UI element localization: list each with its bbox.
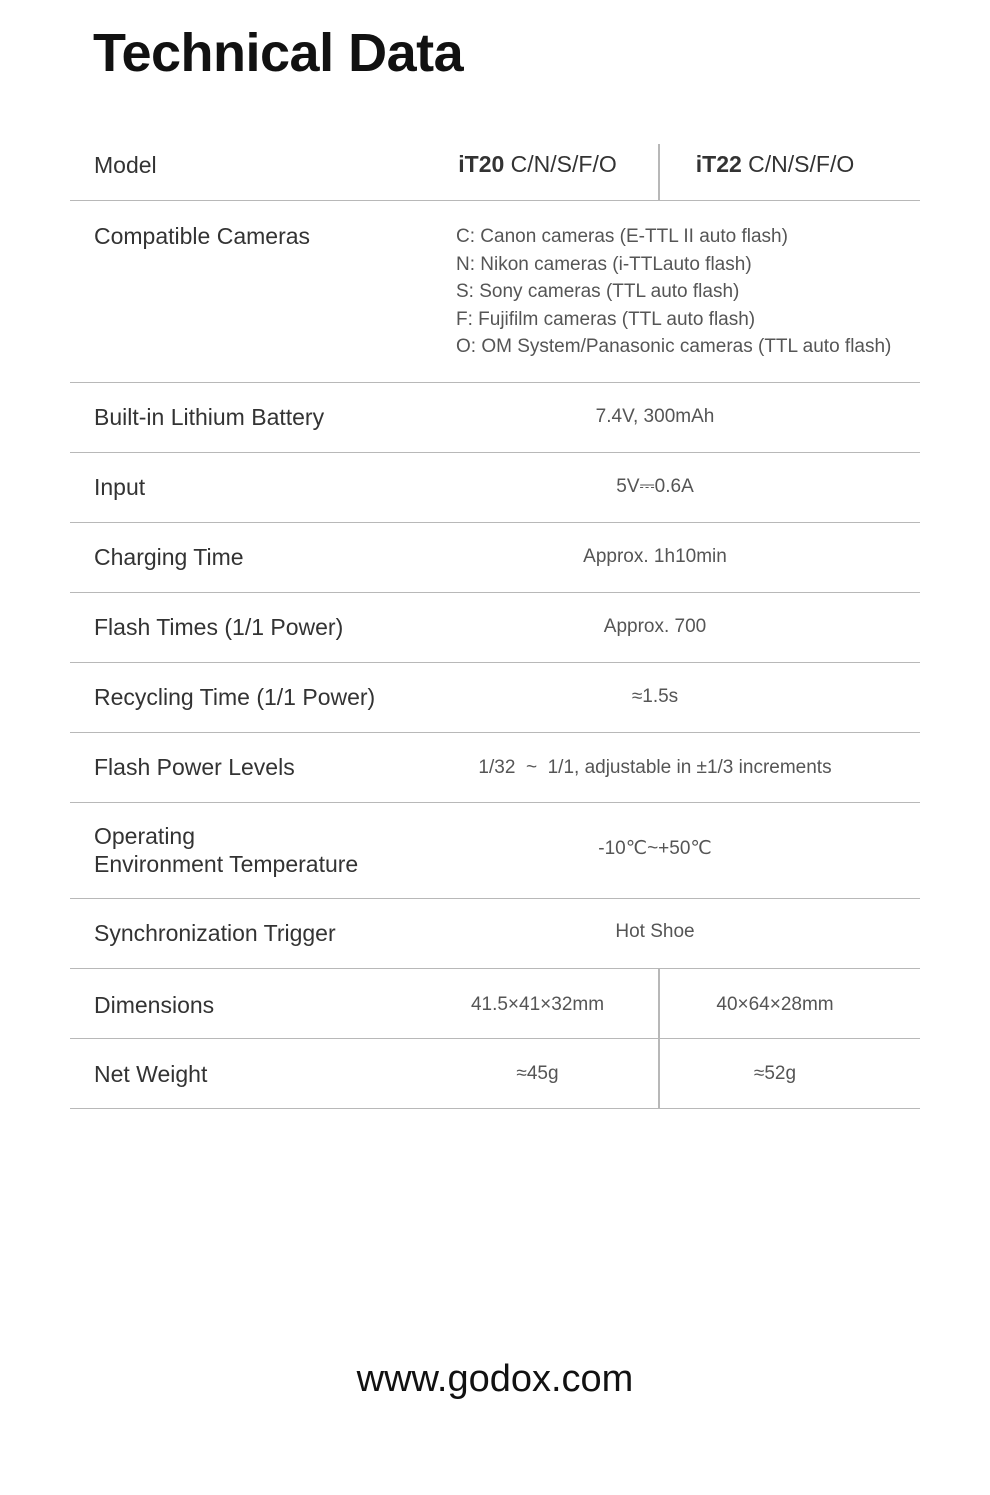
dimensions-value-iT20: 41.5×41×32mm [470,994,605,1015]
sync-trigger-row [70,899,920,969]
camera-line-fujifilm: F: Fujifilm cameras (TTL auto flash) [456,308,756,330]
spec-table [70,130,920,1109]
model1-name: iT20 [458,151,505,177]
flash-power-levels-row [70,733,920,803]
compatible-cameras-label: Compatible Cameras [94,223,311,249]
header-row [70,130,920,201]
operating-temperature-label-line2: Environment Temperature [94,851,359,877]
charging-time-value: Approx. 1h10min [583,546,727,567]
camera-line-sony: S: Sony cameras (TTL auto flash) [456,281,740,303]
recycling-time-row [70,663,920,733]
camera-line-om-system: O: OM System/Panasonic cameras (TTL auto flash) [456,336,892,358]
operating-temperature-row [70,803,920,899]
flash-times-value: Approx. 700 [603,616,707,637]
model-iT22 [660,151,890,178]
flash-times-row [70,593,920,663]
net-weight-row [70,1039,920,1109]
compatible-cameras-row [70,201,920,383]
net-weight-value-iT22: ≈52g [753,1063,797,1084]
dimensions-row [70,969,920,1039]
camera-line-nikon: N: Nikon cameras (i-TTLauto flash) [456,253,752,275]
model2-name: iT22 [695,151,742,177]
charging-time-label: Charging Time [94,544,244,570]
page-title: Technical Data [93,23,464,83]
input-row [70,453,920,523]
model2-suffix: C/N/S/F/O [748,151,855,177]
input-label: Input [94,474,146,500]
recycling-time-value: ≈1.5s [631,686,679,707]
net-weight-value-iT20: ≈45g [516,1063,559,1084]
charging-time-row [70,523,920,593]
sync-trigger-label: Synchronization Trigger [94,920,336,946]
model1-suffix: C/N/S/F/O [510,151,617,177]
recycling-time-label: Recycling Time (1/1 Power) [94,684,376,710]
battery-row [70,383,920,453]
dimensions-label: Dimensions [94,992,215,1018]
net-weight-label: Net Weight [94,1061,208,1087]
operating-temperature-value: -10℃~+50℃ [598,838,712,859]
battery-label: Built-in Lithium Battery [94,404,325,430]
model-label: Model [94,152,157,178]
model-iT20 [435,151,640,178]
battery-value: 7.4V, 300mAh [595,406,715,427]
operating-temperature-label-line1: Operating [94,823,196,849]
flash-power-levels-value: 1/32 ~ 1/1, adjustable in ±1/3 increments [478,757,832,778]
camera-list [456,223,891,361]
flash-power-levels-label: Flash Power Levels [94,754,295,780]
flash-times-label: Flash Times (1/1 Power) [94,614,344,640]
input-value: 5V⎓0.6A [616,476,694,497]
dimensions-value-iT22: 40×64×28mm [716,994,834,1015]
website-url: www.godox.com [356,1358,634,1400]
camera-line-canon: C: Canon cameras (E-TTL II auto flash) [456,226,788,247]
sync-trigger-value: Hot Shoe [615,921,695,942]
